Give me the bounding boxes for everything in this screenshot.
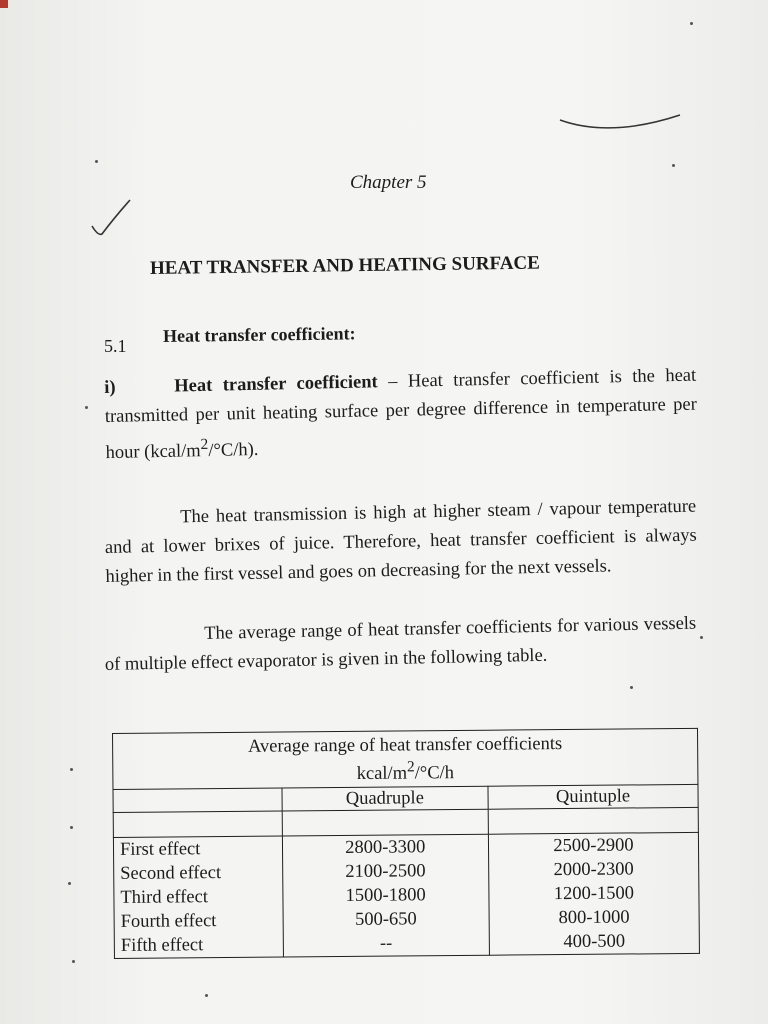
list-label: i) [104,377,116,398]
quadruple-value: 2100-2500 [345,861,426,883]
quintuple-values-cell [488,833,699,956]
effect-label: Fourth effect [120,911,217,933]
corner-mark [0,0,8,8]
definition-paragraph [104,362,698,469]
chapter-title: HEAT TRANSFER AND HEATING SURFACE [149,252,541,279]
table-header-cell: Quintuple [488,785,698,810]
effect-label: First effect [119,839,201,861]
effect-label: Fifth effect [120,935,204,957]
table-caption [113,728,698,789]
effect-label: Second effect [120,863,222,885]
quadruple-value: 500-650 [354,909,417,931]
unit-superscript: 2 [200,435,209,453]
quintuple-value: 400-500 [563,931,626,953]
quadruple-value: -- [379,933,393,954]
table-header-cell: Quadruple [282,786,488,811]
section-number: 5.1 [104,336,127,356]
scan-speck [630,686,633,689]
quadruple-values-cell [282,834,489,957]
checkmark-icon [88,196,134,242]
definition-unit-tail: /°C/h). [208,439,259,461]
scan-speck [95,160,98,163]
table-body-row [113,833,699,959]
scan-speck [72,960,75,963]
effect-labels-cell [113,836,283,958]
section-title: Heat transfer coefficient: [162,323,356,346]
quintuple-value: 2500-2900 [553,835,634,857]
coefficient-table-wrapper [112,728,700,959]
quadruple-value: 1500-1800 [345,885,426,907]
coefficient-table [112,728,700,959]
term-dash: – [377,371,409,393]
quintuple-value: 800-1000 [558,907,630,929]
pen-arc-mark [555,100,695,140]
quintuple-value: 2000-2300 [553,859,634,881]
table-caption-unit: kcal/$m^2/^\circ C/h$ [356,758,455,785]
scan-speck [85,406,88,409]
scan-speck [672,164,675,167]
table-intro-paragraph: The average range of heat transfer coefficients for various vessels of multiple effect evaporator is given in the following table. [104,613,697,675]
table-header-cell [113,788,282,812]
table-caption-title: Average range of heat transfer coefficients [247,734,563,757]
quintuple-value: 1200-1500 [553,883,635,905]
quadruple-value: 2800-3300 [345,837,426,859]
scan-speck [68,882,71,885]
scan-speck [70,826,73,829]
definition-text: Heat transfer coefficient is the heat transmitted per unit heating surface per degree difference in temperature per hour (kcal/m [104,365,697,464]
chapter-label: Chapter 5 [350,172,427,193]
transmission-paragraph: The heat transmission is high at higher steam / vapour temperature and at lower brixes of juice. Therefore, heat transfer coefficient is always higher in the first vessel and goes on decreasing for the next vessels. [104,496,697,587]
scan-speck [205,994,208,997]
defined-term: Heat transfer coefficient [174,372,378,397]
effect-label: Third effect [120,887,209,909]
scan-speck [70,768,73,771]
scan-speck [700,636,703,639]
scan-speck [690,22,693,25]
